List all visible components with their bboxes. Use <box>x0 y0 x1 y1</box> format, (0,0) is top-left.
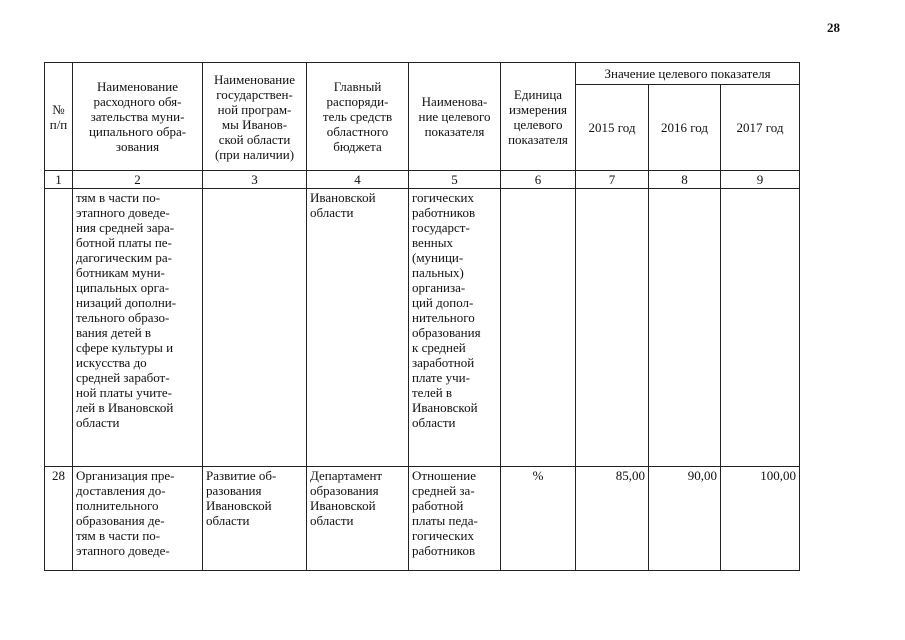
value-2017-cell: 100,00 <box>721 467 800 571</box>
header-program: Наименование государствен- ной програм- мы Иванов- ской области (при наличии) <box>203 63 307 171</box>
value-2017-cell <box>721 189 800 467</box>
header-indicator: Наименова- ние целевого показателя <box>409 63 501 171</box>
column-number: 6 <box>501 171 576 189</box>
manager-cell: Департамент образования Ивановской области <box>307 467 409 571</box>
header-row-1 <box>45 63 800 85</box>
unit-cell: % <box>501 467 576 571</box>
header-number: № п/п <box>45 63 73 171</box>
column-number: 9 <box>721 171 800 189</box>
unit-cell <box>501 189 576 467</box>
column-number: 4 <box>307 171 409 189</box>
header-year-2016: 2016 год <box>649 85 721 171</box>
header-year-2017: 2017 год <box>721 85 800 171</box>
row-number <box>45 189 73 467</box>
header-target-value-group: Значение целевого показателя <box>576 63 800 85</box>
column-number: 1 <box>45 171 73 189</box>
column-number: 2 <box>73 171 203 189</box>
page-number: 28 <box>827 20 840 35</box>
value-2016-cell: 90,00 <box>649 467 721 571</box>
program-cell: Развитие об- разования Ивановской области <box>203 467 307 571</box>
manager-cell: Ивановской области <box>307 189 409 467</box>
value-2015-cell: 85,00 <box>576 467 649 571</box>
column-number: 3 <box>203 171 307 189</box>
value-2016-cell <box>649 189 721 467</box>
row-number: 28 <box>45 467 73 571</box>
header-year-2015: 2015 год <box>576 85 649 171</box>
obligation-cell: Организация пре- доставления до- полнительного образования де- тям в части по- этапного доведе- <box>73 467 203 571</box>
header-unit: Единица измерения целевого показателя <box>501 63 576 171</box>
header-obligation: Наименование расходного обя- зательства муни- ципального обра- зования <box>73 63 203 171</box>
header-manager: Главный распоряди- тель средств областного бюджета <box>307 63 409 171</box>
table-row <box>45 189 800 467</box>
table-row <box>45 467 800 571</box>
target-indicators-table <box>44 62 800 571</box>
indicator-cell: Отношение средней за- работной платы педа- гогических работников <box>409 467 501 571</box>
program-cell <box>203 189 307 467</box>
column-number: 8 <box>649 171 721 189</box>
value-2015-cell <box>576 189 649 467</box>
indicator-cell: гогических работников государст- венных (муници- пальных) организа- ций допол- нительного образования к средней заработной плате учи- телей в Ивановской области <box>409 189 501 467</box>
column-numbers-row <box>45 171 800 189</box>
column-number: 5 <box>409 171 501 189</box>
column-number: 7 <box>576 171 649 189</box>
obligation-cell: тям в части по- этапного доведе- ния средней зара- ботной платы пе- дагогическим ра- ботникам муни- ципальных орга- низаций дополни- тельного образо- вания детей в сфере культуры и искусства до средней заработ- ной платы учите- лей в Ивановской области <box>73 189 203 467</box>
